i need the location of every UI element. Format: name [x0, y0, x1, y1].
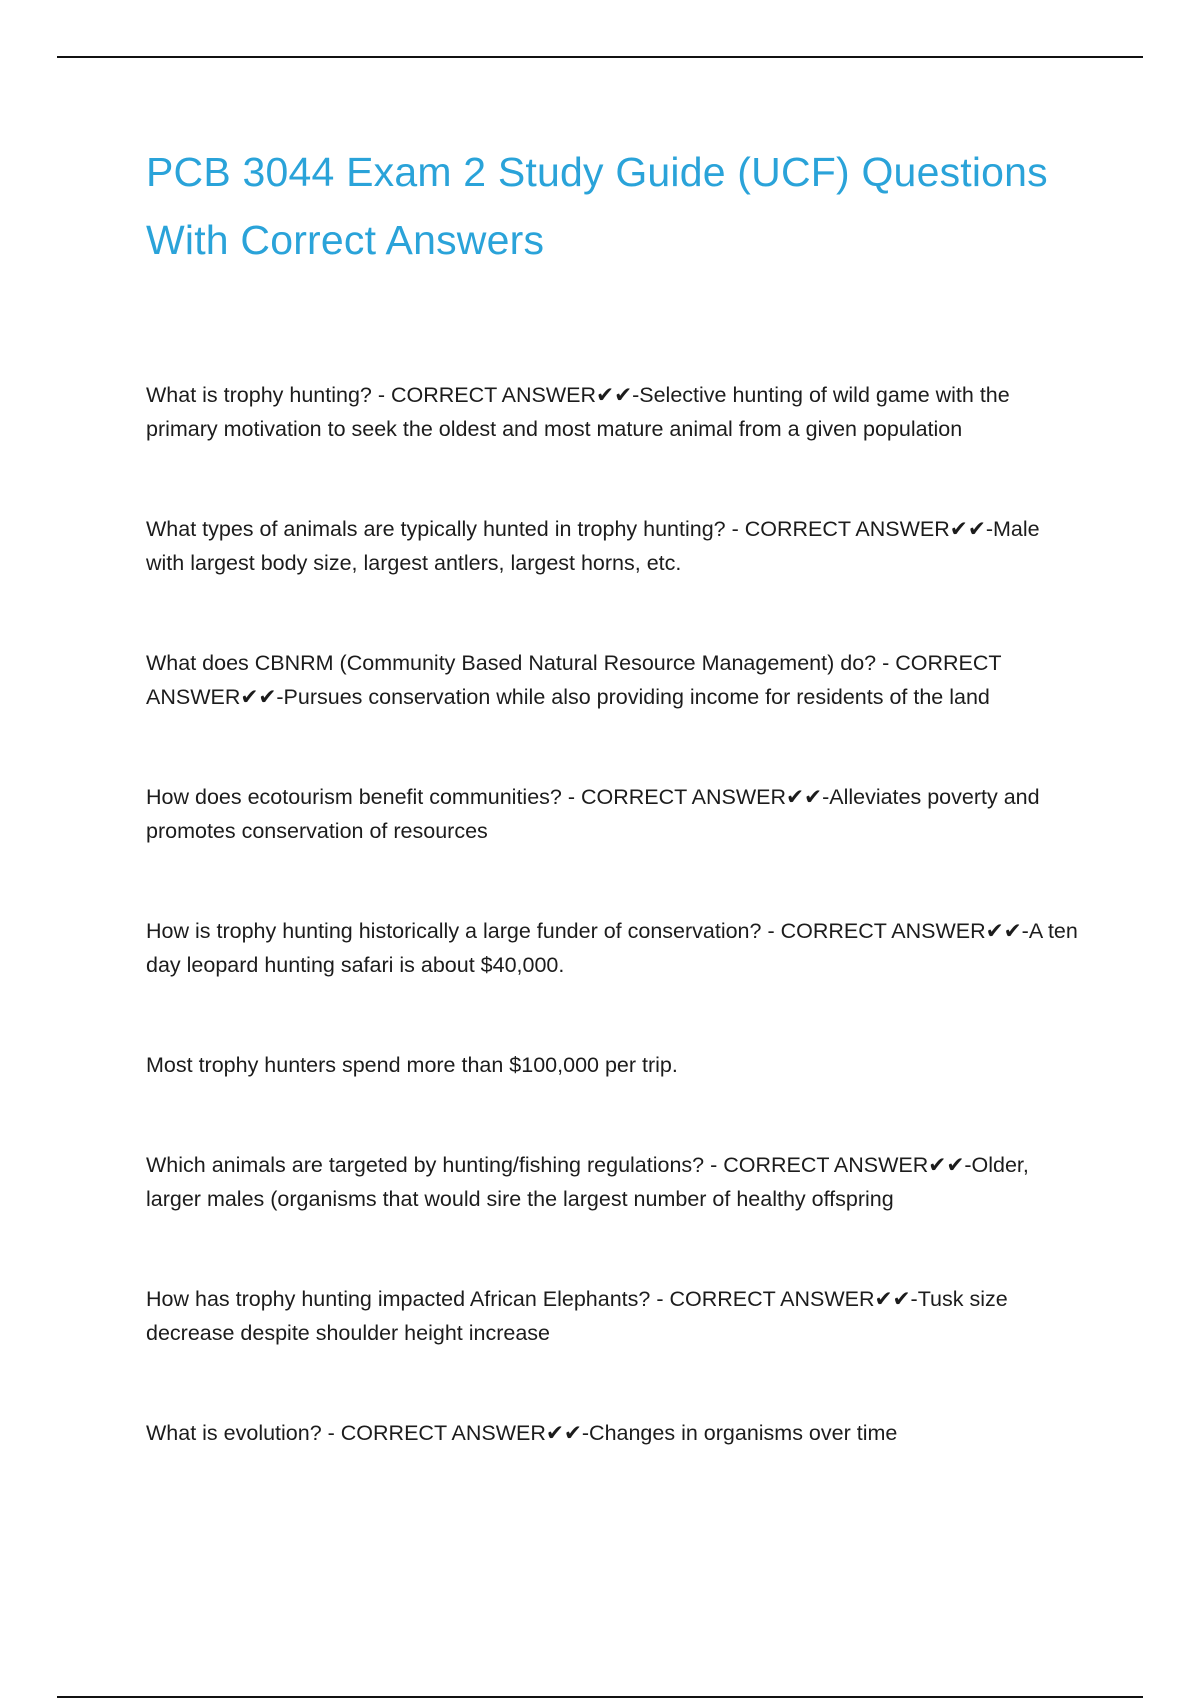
qa-paragraph-6: Most trophy hunters spend more than $100,000 per trip. — [146, 1053, 678, 1077]
document-body — [146, 378, 1081, 1516]
qa-paragraph-5: How is trophy hunting historically a large funder of conservation? - CORRECT ANSWER✔✔-A ten day leopard hunting safari is about $40,000. — [146, 919, 1078, 977]
top-rule — [57, 56, 1143, 58]
qa-paragraph-1: What is trophy hunting? - CORRECT ANSWER✔✔-Selective hunting of wild game with the primary motivation to seek the oldest and most mature animal from a given population — [146, 383, 1010, 441]
qa-paragraph-8: How has trophy hunting impacted African Elephants? - CORRECT ANSWER✔✔-Tusk size decrease despite shoulder height increase — [146, 1287, 1008, 1345]
qa-paragraph-7: Which animals are targeted by hunting/fishing regulations? - CORRECT ANSWER✔✔-Older, larger males (organisms that would sire the largest number of healthy offspring — [146, 1153, 1029, 1211]
qa-paragraph-4: How does ecotourism benefit communities? - CORRECT ANSWER✔✔-Alleviates poverty and promotes conservation of resources — [146, 785, 1040, 843]
qa-paragraph-3: What does CBNRM (Community Based Natural Resource Management) do? - CORRECT ANSWER✔✔-Pursues conservation while also providing income for residents of the land — [146, 651, 1002, 709]
bottom-rule — [57, 1696, 1143, 1698]
page-title: PCB 3044 Exam 2 Study Guide (UCF) Questions With Correct Answers — [146, 149, 1048, 263]
qa-paragraph-9: What is evolution? - CORRECT ANSWER✔✔-Changes in organisms over time — [146, 1421, 898, 1445]
qa-paragraph-2: What types of animals are typically hunted in trophy hunting? - CORRECT ANSWER✔✔-Male with largest body size, largest antlers, largest horns, etc. — [146, 517, 1040, 575]
